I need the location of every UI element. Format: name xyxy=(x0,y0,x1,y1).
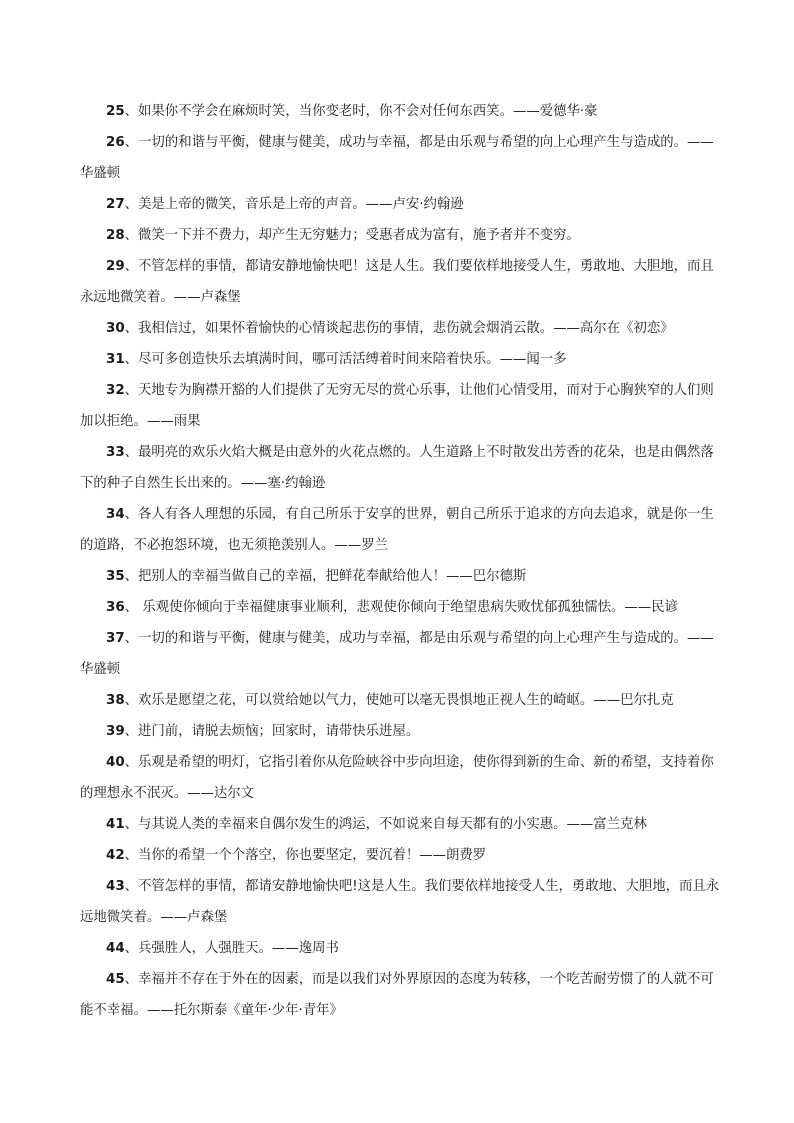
quote-text: 、我相信过，如果怀着愉快的心情谈起悲伤的事情，悲伤就会烟消云散。——高尔在《初恋》 xyxy=(124,321,674,336)
quote-item xyxy=(80,964,720,1026)
document-page xyxy=(80,96,720,1026)
quote-item xyxy=(80,561,720,592)
quote-number: 39 xyxy=(106,724,125,739)
quote-text: 、幸福并不存在于外在的因素，而是以我们对外界原因的态度为转移，一个吃苦耐劳惯了的人就不可能不幸福。——托尔斯泰《童年·少年·青年》 xyxy=(80,972,714,1018)
quote-text: 、美是上帝的微笑，音乐是上帝的声音。——卢安·约翰逊 xyxy=(124,197,464,212)
quote-text: 、天地专为胸襟开豁的人们提供了无穷无尽的赏心乐事，让他们心情受用，而对于心胸狭窄的人们则加以拒绝。——雨果 xyxy=(80,383,714,429)
quote-number: 38 xyxy=(106,693,125,708)
quote-item xyxy=(80,375,720,437)
quote-text: 、如果你不学会在麻烦时笑，当你变老时，你不会对任何东西笑。——爱德华·豪 xyxy=(124,104,598,119)
quote-item xyxy=(80,623,720,685)
quote-number: 26 xyxy=(106,135,125,150)
quote-text: 、当你的希望一个个落空，你也要坚定，要沉着！——朗费罗 xyxy=(124,848,487,863)
quote-text: 、不管怎样的事情，都请安静地愉快吧!这是人生。我们要依样地接受人生，勇敢地、大胆地，而且永远地微笑着。——卢森堡 xyxy=(80,879,720,925)
quote-number: 35 xyxy=(106,569,125,584)
quote-text: 、欢乐是愿望之花，可以赏给她以气力，使她可以毫无畏惧地正视人生的崎岖。——巴尔扎克 xyxy=(124,693,674,708)
quote-item xyxy=(80,251,720,313)
quote-text: 、与其说人类的幸福来自偶尔发生的鸿运，不如说来自每天都有的小实惠。——富兰克林 xyxy=(124,817,647,832)
quote-text: 、不管怎样的事情，都请安静地愉快吧！这是人生。我们要依样地接受人生，勇敢地、大胆地，而且永远地微笑着。——卢森堡 xyxy=(80,259,714,305)
quote-number: 36 xyxy=(106,600,125,615)
quote-text: 、乐观是希望的明灯，它指引着你从危险峡谷中步向坦途，使你得到新的生命、新的希望，支持着你的理想永不泯灭。——达尔文 xyxy=(80,755,714,801)
quote-text: 、兵强胜人，人强胜天。——逸周书 xyxy=(124,941,339,956)
quote-item xyxy=(80,716,720,747)
quote-item xyxy=(80,344,720,375)
quote-item xyxy=(80,747,720,809)
quote-item xyxy=(80,437,720,499)
quote-item xyxy=(80,871,720,933)
quote-item xyxy=(80,933,720,964)
quote-number: 25 xyxy=(106,104,125,119)
quote-number: 44 xyxy=(106,941,125,956)
quote-text: 、进门前，请脱去烦恼；回家时，请带快乐进屋。 xyxy=(124,724,420,739)
quote-text: 、一切的和谐与平衡，健康与健美，成功与幸福，都是由乐观与希望的向上心理产生与造成的。——华盛顿 xyxy=(80,631,714,677)
quote-text: 、把别人的幸福当做自己的幸福，把鲜花奉献给他人！——巴尔德斯 xyxy=(124,569,527,584)
quote-text: 、各人有各人理想的乐园，有自己所乐于安享的世界，朝自己所乐于追求的方向去追求，就是你一生的道路，不必抱怨环境，也无须艳羡别人。——罗兰 xyxy=(80,507,714,553)
quote-text: 、微笑一下并不费力，却产生无穷魅力；受惠者成为富有，施予者并不变穷。 xyxy=(124,228,580,243)
quote-number: 42 xyxy=(106,848,125,863)
quote-item xyxy=(80,96,720,127)
quote-number: 33 xyxy=(106,445,125,460)
quote-text: 、一切的和谐与平衡，健康与健美，成功与幸福，都是由乐观与希望的向上心理产生与造成的。——华盛顿 xyxy=(80,135,714,181)
quote-item xyxy=(80,685,720,716)
quote-number: 43 xyxy=(106,879,125,894)
quote-item xyxy=(80,313,720,344)
quote-item xyxy=(80,499,720,561)
quote-item xyxy=(80,127,720,189)
quote-item xyxy=(80,809,720,840)
quote-number: 28 xyxy=(106,228,125,243)
quote-item xyxy=(80,220,720,251)
quote-number: 27 xyxy=(106,197,125,212)
quote-text: 、 乐观使你倾向于幸福健康事业顺利，悲观使你倾向于绝望患病失败忧郁孤独懦怯。——民谚 xyxy=(124,600,678,615)
quote-number: 34 xyxy=(106,507,125,522)
quote-number: 32 xyxy=(106,383,125,398)
quote-text: 、最明亮的欢乐火焰大概是由意外的火花点燃的。人生道路上不时散发出芳香的花朵，也是由偶然落下的种子自然生长出来的。——塞·约翰逊 xyxy=(80,445,714,491)
quote-number: 40 xyxy=(106,755,125,770)
quote-text: 、尽可多创造快乐去填满时间，哪可活活缚着时间来陪着快乐。——闻一多 xyxy=(124,352,567,367)
quote-number: 29 xyxy=(106,259,125,274)
quote-number: 37 xyxy=(106,631,125,646)
quote-item xyxy=(80,189,720,220)
quote-item xyxy=(80,592,720,623)
quote-number: 31 xyxy=(106,352,125,367)
quote-number: 45 xyxy=(106,972,125,987)
quote-number: 41 xyxy=(106,817,125,832)
quote-item xyxy=(80,840,720,871)
quote-number: 30 xyxy=(106,321,125,336)
